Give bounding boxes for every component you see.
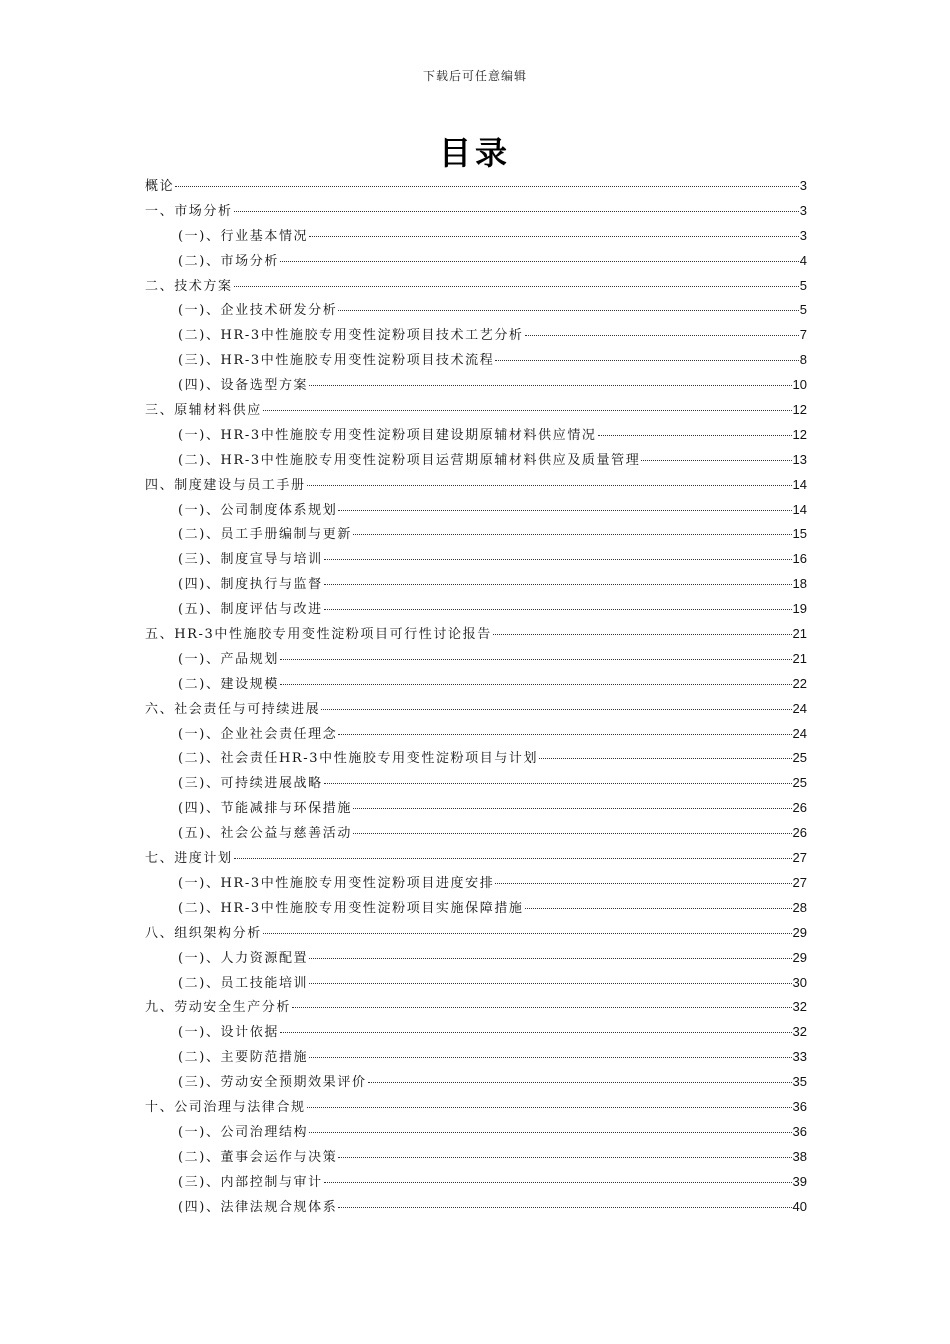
toc-entry-label: (四)、制度执行与监督 [178, 577, 323, 593]
toc-dot-leader [525, 907, 792, 909]
toc-entry-label: 八、组织架构分析 [145, 925, 262, 941]
toc-entry-label: (一)、行业基本情况 [178, 228, 309, 244]
toc-entry[interactable] [145, 971, 807, 996]
toc-entry-page-number: 14 [792, 501, 807, 517]
toc-entry-page-number: 29 [792, 949, 807, 965]
toc-entry-label: 一、市场分析 [145, 203, 233, 219]
toc-entry-page-number: 3 [799, 178, 807, 193]
toc-entry[interactable] [145, 946, 807, 971]
toc-entry-label: (二)、员工手册编制与更新 [178, 527, 352, 543]
toc-entry[interactable] [145, 1145, 807, 1170]
toc-entry-label: (五)、制度评估与改进 [178, 602, 323, 618]
toc-entry-page-number: 24 [792, 725, 807, 741]
toc-dot-leader [234, 857, 792, 859]
toc-entry[interactable] [145, 473, 807, 498]
toc-dot-leader [175, 185, 799, 187]
toc-entry-label: (二)、市场分析 [178, 253, 279, 269]
toc-entry[interactable] [145, 274, 807, 299]
toc-dot-leader [338, 1156, 791, 1158]
toc-entry-page-number: 22 [792, 675, 807, 691]
toc-entry-page-number: 33 [792, 1049, 807, 1065]
toc-entry[interactable] [145, 846, 807, 871]
toc-entry-page-number: 4 [799, 252, 807, 268]
toc-entry[interactable] [145, 1020, 807, 1045]
toc-entry-label: (三)、内部控制与审计 [178, 1174, 323, 1190]
toc-dot-leader [598, 434, 792, 436]
toc-dot-leader [324, 608, 792, 610]
toc-dot-leader [324, 583, 792, 585]
toc-entry[interactable] [145, 572, 807, 597]
toc-entry-label: 五、HR-3中性施胶专用变性淀粉项目可行性讨论报告 [145, 627, 492, 643]
toc-dot-leader [324, 1181, 792, 1183]
toc-entry-label: (一)、人力资源配置 [178, 950, 309, 966]
toc-entry[interactable] [145, 622, 807, 647]
toc-dot-leader [641, 459, 791, 461]
toc-dot-leader [280, 1031, 792, 1033]
toc-entry-label: 七、进度计划 [145, 851, 233, 867]
toc-dot-leader [539, 757, 791, 759]
toc-entry-page-number: 3 [799, 202, 807, 218]
toc-entry-page-number: 21 [792, 626, 807, 642]
toc-entry-page-number: 13 [792, 451, 807, 467]
toc-entry-label: (三)、HR-3中性施胶专用变性淀粉项目技术流程 [178, 353, 495, 369]
toc-dot-leader [234, 210, 799, 212]
header-note: 下载后可任意编辑 [422, 69, 527, 83]
toc-entry-label: (一)、HR-3中性施胶专用变性淀粉项目进度安排 [178, 875, 495, 891]
toc-entry[interactable] [145, 1195, 807, 1220]
toc-entry[interactable] [145, 1095, 807, 1120]
toc-entry-page-number: 5 [799, 302, 807, 318]
toc-entry-page-number: 12 [792, 426, 807, 442]
toc-entry[interactable] [145, 448, 807, 473]
toc-entry-page-number: 35 [792, 1074, 807, 1090]
toc-dot-leader [307, 484, 792, 486]
toc-entry-label: 六、社会责任与可持续进展 [145, 701, 321, 717]
toc-dot-leader [525, 334, 799, 336]
toc-entry[interactable] [145, 821, 807, 846]
toc-entry-page-number: 10 [792, 377, 807, 393]
toc-entry-label: (二)、建设规模 [178, 676, 279, 692]
toc-entry-page-number: 5 [799, 277, 807, 293]
toc-entry-label: (二)、社会责任HR-3中性施胶专用变性淀粉项目与计划 [178, 751, 539, 767]
toc-entry-label: (五)、社会公益与慈善活动 [178, 826, 352, 842]
table-of-contents [145, 174, 807, 1219]
toc-dot-leader [338, 733, 791, 735]
toc-entry-page-number: 16 [792, 551, 807, 567]
toc-dot-leader [353, 807, 792, 809]
toc-entry-label: (一)、公司治理结构 [178, 1124, 309, 1140]
toc-entry-page-number: 28 [792, 899, 807, 915]
toc-dot-leader [292, 1006, 792, 1008]
toc-entry-page-number: 26 [792, 800, 807, 816]
toc-entry-page-number: 7 [799, 327, 807, 343]
toc-entry-label: (三)、可持续进展战略 [178, 776, 323, 792]
toc-dot-leader [307, 1106, 792, 1108]
toc-dot-leader [280, 683, 792, 685]
toc-entry[interactable] [145, 498, 807, 523]
toc-dot-leader [309, 982, 791, 984]
toc-dot-leader [338, 309, 798, 311]
toc-entry[interactable] [145, 298, 807, 323]
toc-entry-label: (一)、设计依据 [178, 1025, 279, 1041]
toc-entry-label: (一)、HR-3中性施胶专用变性淀粉项目建设期原辅材料供应情况 [178, 427, 597, 443]
toc-entry-page-number: 36 [792, 1098, 807, 1114]
toc-entry-label: (二)、主要防范措施 [178, 1050, 309, 1066]
toc-dot-leader [338, 1206, 791, 1208]
toc-entry[interactable] [145, 597, 807, 622]
toc-entry[interactable] [145, 547, 807, 572]
toc-entry-page-number: 40 [792, 1198, 807, 1214]
toc-entry-page-number: 3 [799, 227, 807, 243]
toc-entry-page-number: 25 [792, 750, 807, 766]
toc-entry[interactable] [145, 896, 807, 921]
toc-dot-leader [309, 384, 791, 386]
toc-entry-label: (二)、HR-3中性施胶专用变性淀粉项目运营期原辅材料供应及质量管理 [178, 452, 641, 468]
toc-entry[interactable] [145, 647, 807, 672]
toc-entry-page-number: 18 [792, 576, 807, 592]
toc-entry[interactable] [145, 423, 807, 448]
toc-entry[interactable] [145, 1070, 807, 1095]
toc-entry-label: 十、公司治理与法律合规 [145, 1099, 306, 1115]
toc-entry[interactable] [145, 1120, 807, 1145]
toc-entry-label: (二)、HR-3中性施胶专用变性淀粉项目技术工艺分析 [178, 328, 524, 344]
toc-entry[interactable] [145, 224, 807, 249]
toc-entry[interactable] [145, 522, 807, 547]
toc-entry-label: (一)、公司制度体系规划 [178, 502, 338, 518]
toc-entry-page-number: 26 [792, 825, 807, 841]
toc-entry-label: 三、原辅材料供应 [145, 403, 262, 419]
toc-dot-leader [263, 409, 792, 411]
toc-entry[interactable] [145, 1170, 807, 1195]
toc-entry-page-number: 30 [792, 974, 807, 990]
toc-entry-page-number: 19 [792, 601, 807, 617]
toc-entry-page-number: 39 [792, 1173, 807, 1189]
toc-entry[interactable] [145, 796, 807, 821]
toc-dot-leader [495, 882, 791, 884]
toc-entry-label: (四)、法律法规合规体系 [178, 1199, 338, 1215]
toc-entry-page-number: 12 [792, 402, 807, 418]
toc-entry[interactable] [145, 672, 807, 697]
page-title: 目录 [438, 134, 511, 172]
toc-dot-leader [309, 235, 799, 237]
toc-entry[interactable] [145, 323, 807, 348]
toc-entry-page-number: 27 [792, 850, 807, 866]
toc-entry[interactable] [145, 921, 807, 946]
toc-entry-page-number: 25 [792, 775, 807, 791]
toc-dot-leader [324, 558, 792, 560]
toc-dot-leader [309, 1131, 791, 1133]
toc-entry[interactable] [145, 249, 807, 274]
toc-entry-label: 二、技术方案 [145, 278, 233, 294]
toc-entry-label: (一)、企业社会责任理念 [178, 726, 338, 742]
toc-entry-page-number: 14 [792, 476, 807, 492]
toc-dot-leader [280, 658, 792, 660]
toc-entry-page-number: 29 [792, 924, 807, 940]
toc-entry-label: (一)、企业技术研发分析 [178, 303, 338, 319]
toc-entry[interactable] [145, 871, 807, 896]
toc-entry[interactable] [145, 771, 807, 796]
toc-entry-page-number: 24 [792, 700, 807, 716]
toc-entry-label: (四)、设备选型方案 [178, 378, 309, 394]
toc-dot-leader [493, 633, 792, 635]
toc-dot-leader [309, 957, 791, 959]
toc-entry[interactable] [145, 746, 807, 771]
toc-entry-label: (四)、节能减排与环保措施 [178, 801, 352, 817]
toc-entry-page-number: 32 [792, 1024, 807, 1040]
toc-entry-page-number: 38 [792, 1148, 807, 1164]
toc-entry-label: (三)、劳动安全预期效果评价 [178, 1075, 367, 1091]
toc-dot-leader [338, 509, 791, 511]
toc-entry-label: 九、劳动安全生产分析 [145, 1000, 292, 1016]
toc-dot-leader [309, 1056, 791, 1058]
toc-entry-label: (三)、制度宣导与培训 [178, 552, 323, 568]
toc-entry-label: (二)、HR-3中性施胶专用变性淀粉项目实施保障措施 [178, 900, 524, 916]
toc-entry-label: (一)、产品规划 [178, 651, 279, 667]
toc-entry[interactable] [145, 199, 807, 224]
toc-entry-page-number: 8 [799, 352, 807, 368]
toc-entry[interactable] [145, 697, 807, 722]
toc-dot-leader [321, 708, 791, 710]
toc-dot-leader [324, 782, 792, 784]
toc-entry-page-number: 21 [792, 650, 807, 666]
toc-entry[interactable] [145, 348, 807, 373]
toc-entry-label: 四、制度建设与员工手册 [145, 477, 306, 493]
toc-entry[interactable] [145, 1045, 807, 1070]
toc-entry[interactable] [145, 373, 807, 398]
toc-dot-leader [495, 359, 798, 361]
toc-entry-label: (二)、员工技能培训 [178, 975, 309, 991]
toc-entry[interactable] [145, 995, 807, 1020]
toc-dot-leader [353, 832, 792, 834]
toc-entry-page-number: 27 [792, 874, 807, 890]
toc-dot-leader [368, 1081, 792, 1083]
toc-entry-page-number: 15 [792, 526, 807, 542]
toc-entry-label: 概论 [145, 179, 175, 194]
toc-entry[interactable] [145, 174, 807, 199]
toc-entry-page-number: 32 [792, 999, 807, 1015]
toc-dot-leader [234, 285, 799, 287]
toc-dot-leader [353, 533, 792, 535]
toc-dot-leader [263, 932, 792, 934]
toc-entry[interactable] [145, 398, 807, 423]
toc-entry[interactable] [145, 722, 807, 747]
toc-entry-label: (二)、董事会运作与决策 [178, 1149, 338, 1165]
toc-entry-page-number: 36 [792, 1123, 807, 1139]
toc-dot-leader [280, 260, 799, 262]
